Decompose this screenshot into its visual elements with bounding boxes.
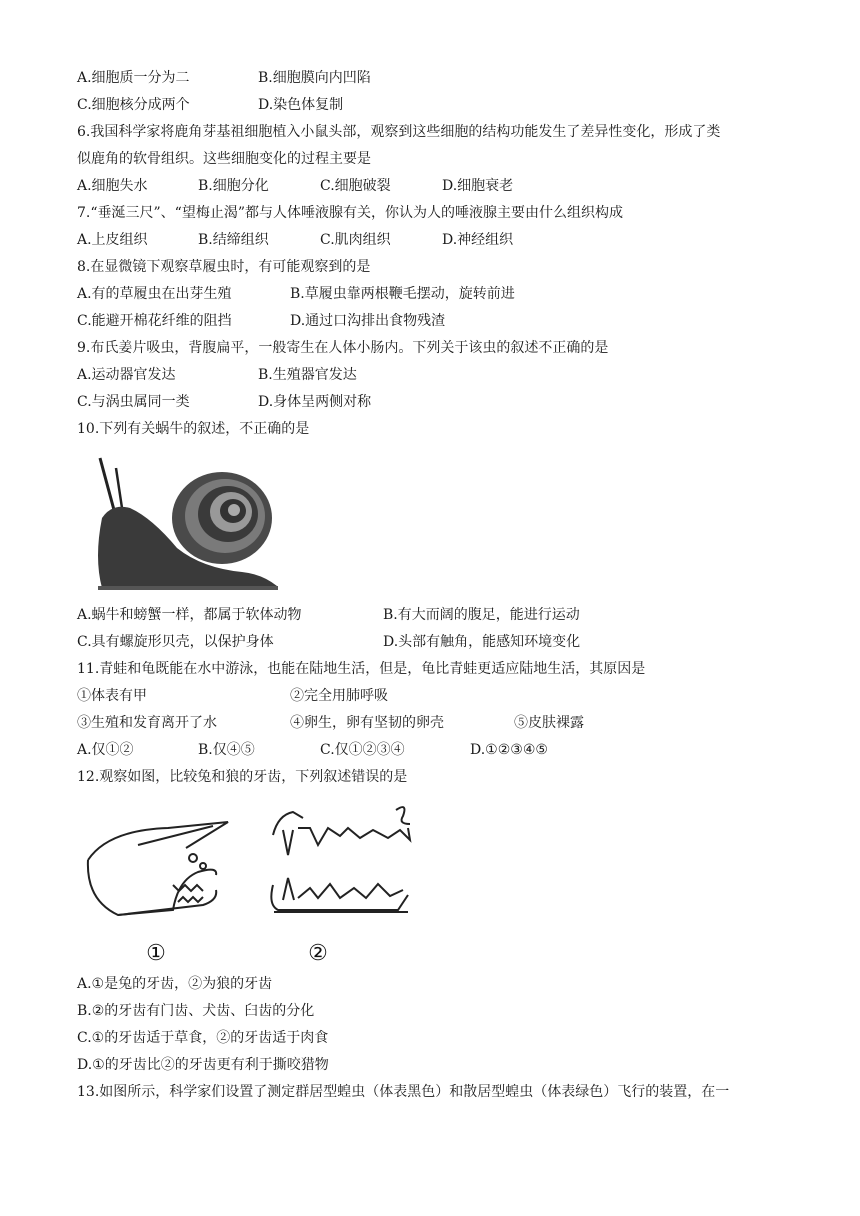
q11-item-1: ①体表有甲 [77,688,147,704]
q9-option-c: C.与涡虫属同一类 [77,394,190,410]
teeth-figure [78,800,438,972]
q8-option-a: A.有的草履虫在出芽生殖 [77,286,232,302]
figure-label-1: ① [146,941,166,966]
q7-stem: 7.“垂涎三尺”、“望梅止渴”都与人体唾液腺有关，你认为人的唾液腺主要由什么组织构成 [77,205,623,221]
q9-option-a: A.运动器官发达 [77,367,176,383]
q9-option-d: D.身体呈两侧对称 [258,394,372,410]
q8-option-d: D.通过口沟排出食物残渣 [290,313,446,329]
figure-label-2: ② [308,941,328,966]
q6-option-b: B.细胞分化 [198,178,269,194]
q12-option-c: C.①的牙齿适于草食，②的牙齿适于肉食 [77,1030,329,1046]
q11-item-5: ⑤皮肤裸露 [514,715,584,731]
q7-option-d: D.神经组织 [442,232,514,248]
q11-option-c: C.仅①②③④ [320,742,405,758]
q11-item-3: ③生殖和发育离开了水 [77,715,217,731]
q11-stem: 11.青蛙和龟既能在水中游泳，也能在陆地生活，但是，龟比青蛙更适应陆地生活，其原因是 [77,661,646,677]
q13-stem: 13.如图所示，科学家们设置了测定群居型蝗虫（体表黑色）和散居型蝗虫（体表绿色）飞行的装置，在一 [77,1084,730,1100]
q11-option-b: B.仅④⑤ [198,742,255,758]
q8-option-b: B.草履虫靠两根鞭毛摆动，旋转前进 [290,286,515,302]
q10-option-c: C.具有螺旋形贝壳，以保护身体 [77,634,274,650]
q11-option-a: A.仅①② [77,742,134,758]
q7-option-c: C.肌肉组织 [320,232,391,248]
q7-option-a: A.上皮组织 [77,232,148,248]
q9-stem: 9.布氏姜片吸虫，背腹扁平，一般寄生在人体小肠内。下列关于该虫的叙述不正确的是 [77,340,609,356]
q10-option-d: D.头部有触角，能感知环境变化 [383,634,581,650]
q6-option-c: C.细胞破裂 [320,178,391,194]
q8-stem: 8.在显微镜下观察草履虫时，有可能观察到的是 [77,259,371,275]
q12-option-a: A.①是兔的牙齿，②为狼的牙齿 [77,976,273,992]
wolf-jaw-drawing [271,807,410,912]
q10-option-a: A.蜗牛和螃蟹一样，都属于软体动物 [77,607,302,623]
rabbit-skull-drawing [88,822,228,915]
q6-stem-line1: 6.我国科学家将鹿角芽基祖细胞植入小鼠头部，观察到这些细胞的结构功能发生了差异性变化，形成了类 [77,124,721,140]
snail-figure [92,448,282,593]
q5-option-d: D.染色体复制 [258,97,344,113]
q9-option-b: B.生殖器官发达 [258,367,357,383]
q6-stem-line2: 似鹿角的软骨组织。这些细胞变化的过程主要是 [77,151,371,167]
q8-option-c: C.能避开棉花纤维的阻挡 [77,313,232,329]
q6-option-d: D.细胞衰老 [442,178,514,194]
q12-stem: 12.观察如图，比较兔和狼的牙齿，下列叙述错误的是 [77,769,408,785]
q5-option-b: B.细胞膜向内凹陷 [258,70,371,86]
q11-item-4: ④卵生，卵有坚韧的卵壳 [290,715,444,731]
q12-option-b: B.②的牙齿有门齿、犬齿、臼齿的分化 [77,1003,315,1019]
q11-item-2: ②完全用肺呼吸 [290,688,388,704]
q6-option-a: A.细胞失水 [77,178,148,194]
q10-stem: 10.下列有关蜗牛的叙述，不正确的是 [77,421,310,437]
q5-option-c: C.细胞核分成两个 [77,97,190,113]
q7-option-b: B.结缔组织 [198,232,269,248]
q10-option-b: B.有大而阔的腹足，能进行运动 [383,607,580,623]
q12-option-d: D.①的牙齿比②的牙齿更有利于撕咬猎物 [77,1057,329,1073]
q5-option-a: A.细胞质一分为二 [77,70,190,86]
q11-option-d: D.①②③④⑤ [470,742,548,758]
